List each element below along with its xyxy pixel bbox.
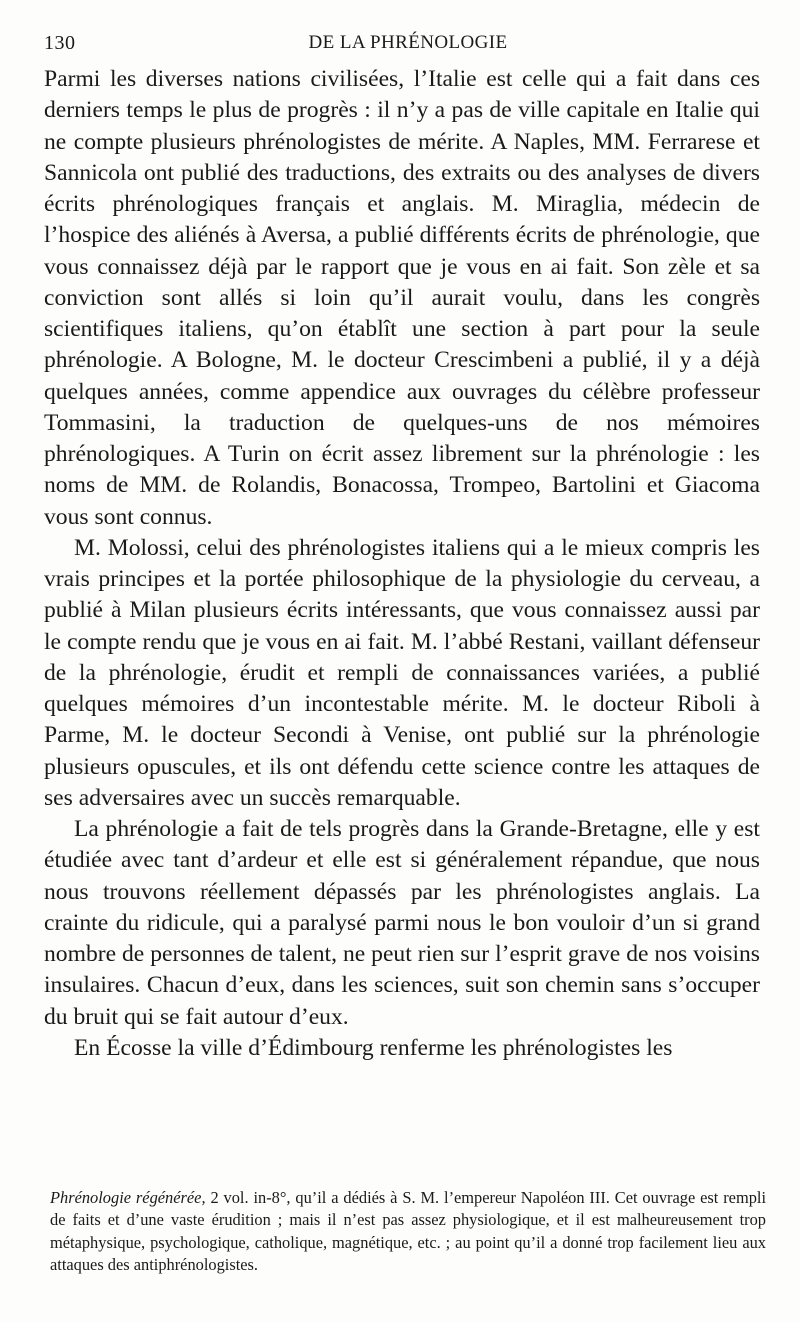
footnote-text: 2 vol. in-8°, qu’il a dédiés à S. M. l’empereur Napoléon III. Cet ouvrage est rempli de faits et d’une vaste érudition ; mais il n’est pas assez physiologique, et il est malheureusement trop métaphysique, psychologique, catholique, magnétique, etc. ; au point qu’il a donné trop facilement lieu aux attaques des antiphrénologistes. (50, 1188, 767, 1275)
paragraph-molossi: M. Molossi, celui des phrénologistes italiens qui a le mieux compris les vrais principes et la portée philosophique de la physiologie du cerveau, a publié à Milan plusieurs écrits intéressants, que vous connaissez aussi par le compte rendu que je vous en ai fait. M. l’abbé Restani, vaillant défenseur de la phrénologie, érudit et rempli de connaissances variées, a publié quelques mémoires d’un incontestable mérite. M. le docteur Riboli à Parme, M. le docteur Secondi à Venise, ont publié sur la phrénologie plusieurs opuscules, et ils ont défendu cette science contre les attaques de ses adversaires avec un succès remarquable. (44, 534, 760, 811)
page-number: 130 (44, 32, 76, 54)
paragraph-great-britain: La phrénologie a fait de tels progrès dans la Grande-Bretagne, elle y est étudiée avec tant d’ardeur et elle est si généralement répandue, que nous nous trouvons réellement dépassés par les phrénologistes anglais. La crainte du ridicule, qui a paralysé parmi nous le bon vouloir d’un si grand nombre de personnes de talent, ne peut rien sur l’esprit grave de nos voisins insulaires. Chacun d’eux, dans les sciences, suit son chemin sans s’occuper du bruit qui se fait autour d’eux. (44, 816, 760, 1030)
footnote (50, 1187, 766, 1277)
footnote-title: Phrénologie régénérée, (50, 1188, 206, 1207)
page-header (44, 30, 762, 58)
paragraph-scotland: En Écosse la ville d’Édimbourg renferme les phrénologistes les (74, 1034, 673, 1061)
paragraph-italy: Parmi les diverses nations civilisées, l’Italie est celle qui a fait dans ces derniers temps le plus de progrès : il n’y a pas de ville capitale en Italie qui ne compte plusieurs phrénologistes de mérite. A Naples, MM. Ferrarese et Sannicola ont publié des traductions, des extraits ou des analyses de divers écrits phrénologiques français et anglais. M. Miraglia, médecin de l’hospice des aliénés à Aversa, a publié différents écrits de phrénologie, que vous connaissez déjà par le rapport que je vous en ai fait. Son zèle et sa conviction sont allés si loin qu’il aurait voulu, dans les congrès scientifiques italiens, qu’on établît une section à part pour la seule phrénologie. A Bologne, M. le docteur Crescimbeni a publié, il y a déjà quelques années, comme appendice aux ouvrages du célèbre professeur Tommasini, la traduction de quelques-uns de nos mémoires phrénologiques. A Turin on écrit assez librement sur la phrénologie : les noms de MM. de Rolandis, Bonacossa, Trompeo, Bartolini et Giacoma vous sont connus. (44, 66, 760, 530)
body-text (44, 64, 760, 1064)
running-title: DE LA PHRÉNOLOGIE (308, 32, 508, 53)
